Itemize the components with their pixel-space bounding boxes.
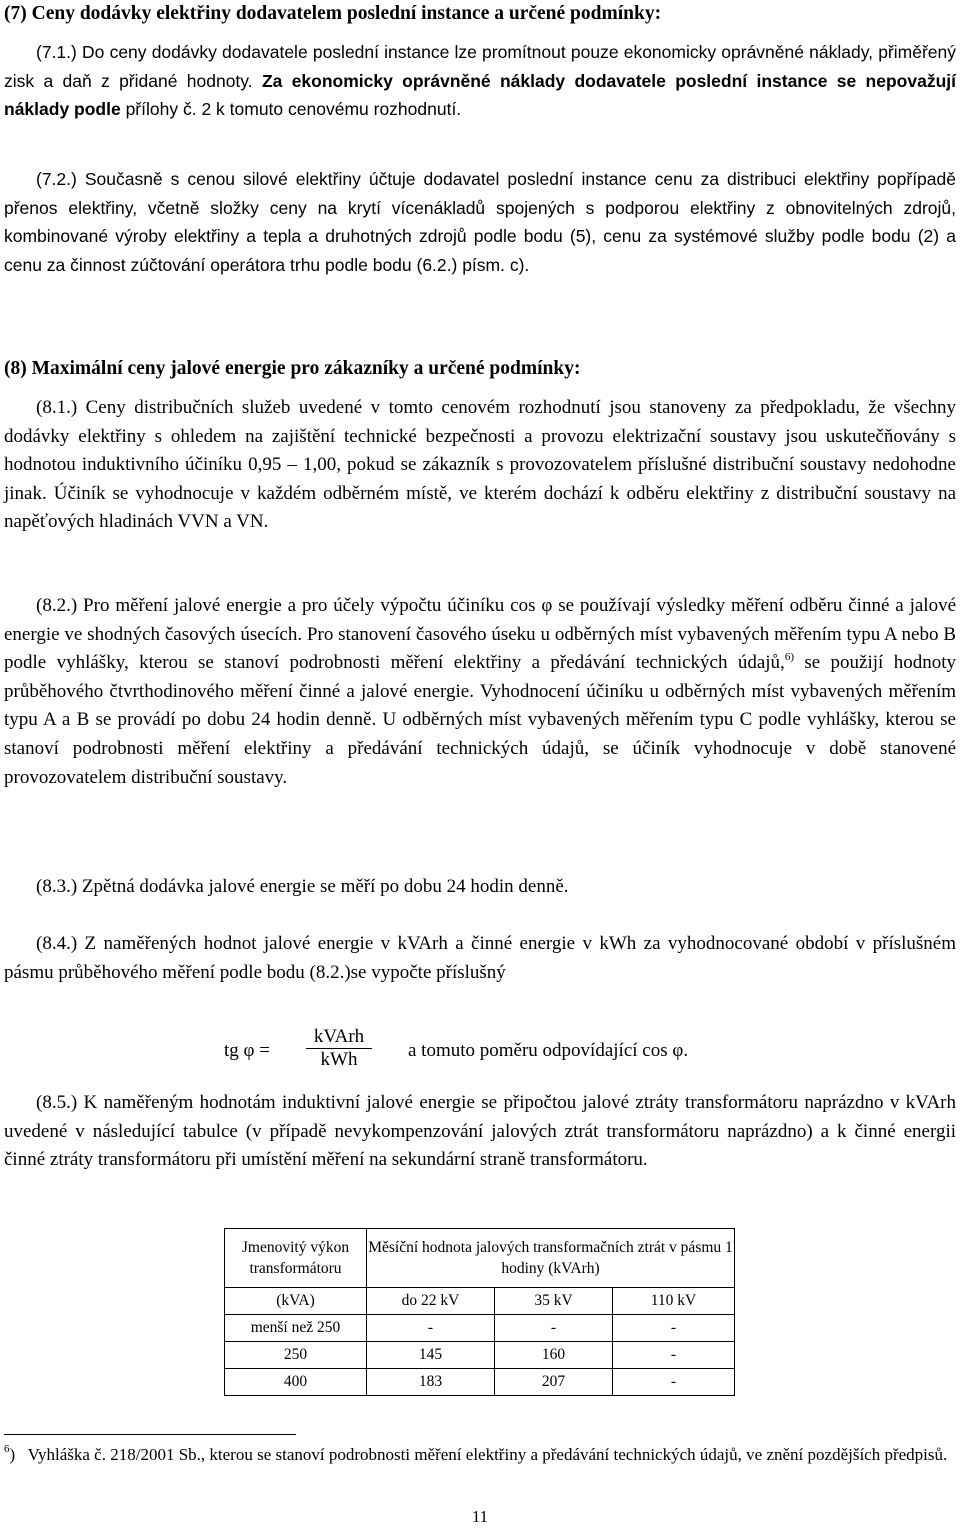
table-cell: - xyxy=(495,1315,613,1342)
bold-statement: Za ekonomicky oprávněné náklady dodavatele poslední instance se nepovažují náklady podle xyxy=(4,70,956,120)
formula-lhs: tg φ = xyxy=(224,1040,270,1061)
paragraph-8-4: (8.4.) Z naměřených hodnot jalové energie v kVArh a činné energie v kWh za vyhodnocované období v příslušném pásmu průběhového měření podle bodu (8.2.)se vypočte příslušný xyxy=(4,933,957,983)
section-8-heading: (8) Maximální ceny jalové energie pro zákazníky a určené podmínky: xyxy=(4,358,581,379)
paragraph-8-1: (8.1.) Ceny distribučních služeb uvedené v tomto cenovém rozhodnutí jsou stanoveny za předpokladu, že všechny dodávky elektřiny s ohledem na zajištění technické bezpečnosti a provozu elektrizační soustavy jsou uskutečňovány s hodnotou induktivního účiníku 0,95 – 1,00, pokud se zákazník s provozovatelem příslušné distribuční soustavy nedohodne jinak. Účiník se vyhodnocuje v každém odběrném místě, ve kterém dochází k odběru elektřiny z distribuční soustavy na napěťových hladinách VVN a VN. xyxy=(4,397,956,533)
table-cell: - xyxy=(367,1315,495,1342)
page-number: 11 xyxy=(471,1507,489,1526)
table-row xyxy=(225,1342,735,1369)
paragraph-number: (7.1.) xyxy=(36,42,77,62)
table-cell: 145 xyxy=(367,1342,495,1369)
table-row xyxy=(225,1315,735,1342)
section-7-heading: (7) Ceny dodávky elektřiny dodavatelem poslední instance a určené podmínky: xyxy=(4,3,662,24)
table-column-header: 35 kV xyxy=(495,1288,613,1315)
footnote-divider xyxy=(4,1434,296,1435)
table-column-header: do 22 kV xyxy=(367,1288,495,1315)
paragraph-number: (7.2.) xyxy=(36,169,77,189)
table-column-header: 110 kV xyxy=(613,1288,735,1315)
table-cell: 250 xyxy=(225,1342,367,1369)
table-cell: 160 xyxy=(495,1342,613,1369)
paragraph-8-5: (8.5.) K naměřeným hodnotám induktivní jalové energie se připočtou jalové ztráty transformátoru naprázdno v kVArh uvedené v následující tabulce (v případě nevykompenzování jalových ztrát transformátoru naprázdno) a k činné energii činné ztráty transformátoru při umístění měření na sekundární straně transformátoru. xyxy=(4,1092,957,1171)
table-header-power: Jmenovitý výkon transformátoru xyxy=(225,1229,367,1288)
footnote-text: Vyhláška č. 218/2001 Sb., kterou se stanoví podrobnosti měření elektřiny a předávání technických údajů, ve znění pozdějších předpisů. xyxy=(27,1445,948,1464)
table-cell: 183 xyxy=(367,1369,495,1396)
paragraph-7-2: (7.2.) Současně s cenou silové elektřiny účtuje dodavatel poslední instance cenu za distribuci elektřiny popřípadě přenos elektřiny, včetně složky ceny na krytí vícenákladů spojených s podporou elektřiny z obnovitelných zdrojů, kombinované výroby elektřiny a tepla a druhotných zdrojů podle bodu (5), cenu za systémové služby podle bodu (2) a cenu za činnost zúčtování operátora trhu podle bodu (6.2.) písm. c). xyxy=(4,169,956,275)
footnote-mark: 6 xyxy=(4,1443,10,1456)
table-row xyxy=(225,1369,735,1396)
table-header-losses: Měsíční hodnota jalových transformačních ztrát v pásmu 1 hodiny (kVArh) xyxy=(367,1229,735,1288)
paragraph-8-3: (8.3.) Zpětná dodávka jalové energie se měří po dobu 24 hodin denně. xyxy=(36,876,569,897)
transformer-losses-table xyxy=(224,1228,735,1396)
paragraph-7-1: (7.1.) Do ceny dodávky dodavatele poslední instance lze promítnout pouze ekonomicky oprávněné náklady, přiměřený zisk a daň z přidané hodnoty. Za ekonomicky oprávněné náklady dodavatele poslední instance se nepovažují náklady podle přílohy č. 2 k tomuto cenovému rozhodnutí. xyxy=(4,42,956,120)
formula-fraction xyxy=(306,1026,372,1071)
table-cell: - xyxy=(613,1315,735,1342)
formula-numerator: kVArh xyxy=(306,1026,372,1049)
paragraph-number: (8.2.) xyxy=(36,595,78,616)
table-cell: 207 xyxy=(495,1369,613,1396)
table-cell: menší než 250 xyxy=(225,1315,367,1342)
paragraph-number: (8.4.) xyxy=(36,933,78,954)
paragraph-number: (8.1.) xyxy=(36,397,78,418)
paragraph-number: (8.3.) xyxy=(36,876,78,897)
paragraph-number: (8.5.) xyxy=(36,1092,78,1113)
table-cell: 400 xyxy=(225,1369,367,1396)
table-header-unit: (kVA) xyxy=(225,1288,367,1315)
paragraph-8-2: (8.2.) Pro měření jalové energie a pro účely výpočtu účiníku cos φ se používají výsledky měření odběru činné a jalové energie ve shodných časových úsecích. Pro stanovení časového úseku u odběrných míst vybavených měřením typu A nebo B podle vyhlášky, kterou se stanoví podrobnosti měření elektřiny a předávání technických údajů,$^{6)}$ se použijí hodnoty průběhového čtvrthodinového měření činné a jalové energie. Vyhodnocení účiníku u odběrných míst vybavených měřením typu A a B se provádí po dobu 24 hodin denně. U odběrných míst vybavených měřením typu C podle vyhlášky, kterou se stanoví podrobnosti měření elektřiny a předávání technických údajů, se účiník vyhodnocuje v době stanovené provozovatelem distribuční soustavy. xyxy=(4,595,957,788)
footnote: $^6$) Vyhláška č. 218/2001 Sb., kterou se stanoví podrobnosti měření elektřiny a předávání technických údajů, ve znění pozdějších předpisů. xyxy=(4,1443,948,1464)
formula-denominator: kWh xyxy=(320,1049,358,1070)
table-cell: - xyxy=(613,1342,735,1369)
table-cell: - xyxy=(613,1369,735,1396)
formula-rhs: a tomuto poměru odpovídající cos φ. xyxy=(408,1040,689,1061)
footnote-reference: 6) xyxy=(784,650,794,663)
